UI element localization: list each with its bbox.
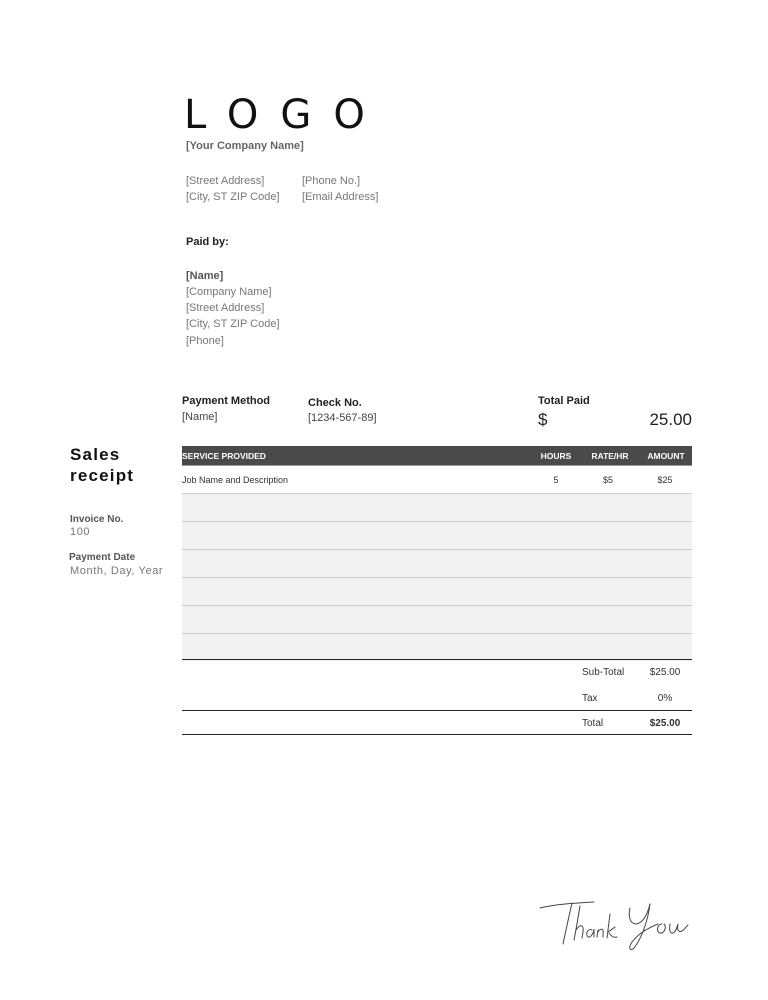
thank-you-signature bbox=[536, 894, 696, 959]
summary-middle-rule bbox=[182, 710, 692, 711]
check-number-value: [1234-567-89] bbox=[308, 412, 377, 424]
tax-label: Tax bbox=[582, 693, 598, 704]
summary-top-rule bbox=[182, 659, 692, 660]
payment-date-value: Month, Day, Year bbox=[70, 565, 164, 577]
header-service: SERVICE PROVIDED bbox=[182, 451, 266, 461]
total-paid-value: 25.00 bbox=[649, 410, 692, 429]
company-name: [Your Company Name] bbox=[186, 140, 304, 152]
total-paid-label: Total Paid bbox=[538, 395, 590, 407]
payment-method-label: Payment Method bbox=[182, 395, 271, 407]
cell-service: Job Name and Description bbox=[182, 475, 289, 485]
invoice-number-value: 100 bbox=[70, 526, 91, 538]
header-hours: HOURS bbox=[540, 451, 572, 461]
company-city: [City, ST ZIP Code] bbox=[186, 191, 280, 203]
header-rate: RATE/HR bbox=[591, 451, 629, 461]
cell-rate: $5 bbox=[602, 475, 613, 485]
payer-company: [Company Name] bbox=[186, 286, 272, 298]
table-row-empty bbox=[182, 578, 692, 606]
document-title-line1: Sales bbox=[70, 445, 121, 464]
tax-value: 0% bbox=[657, 693, 673, 704]
payer-street: [Street Address] bbox=[186, 302, 265, 314]
payer-name: [Name] bbox=[186, 270, 224, 282]
thank-you-script-icon bbox=[536, 894, 696, 954]
payer-phone: [Phone] bbox=[186, 335, 224, 347]
payer-block bbox=[186, 268, 280, 349]
cell-hours: 5 bbox=[553, 475, 559, 485]
header-amount: AMOUNT bbox=[647, 451, 685, 461]
company-email: [Email Address] bbox=[302, 191, 379, 203]
subtotal-value: $25.00 bbox=[649, 667, 681, 678]
document-title bbox=[70, 444, 134, 486]
services-table bbox=[182, 446, 692, 661]
paid-by-label: Paid by: bbox=[186, 236, 229, 248]
summary-bottom-rule bbox=[182, 734, 692, 735]
cell-amount: $25 bbox=[657, 475, 673, 485]
table-header bbox=[182, 446, 692, 465]
table-row-empty bbox=[182, 634, 692, 661]
company-phone: [Phone No.] bbox=[302, 175, 361, 187]
company-street: [Street Address] bbox=[186, 175, 265, 187]
table-row-empty bbox=[182, 550, 692, 578]
company-logo: LOGO bbox=[184, 92, 387, 138]
total-value: $25.00 bbox=[649, 718, 681, 729]
table-row-empty bbox=[182, 494, 692, 522]
document-title-line2: receipt bbox=[70, 466, 135, 485]
company-contact bbox=[302, 173, 378, 205]
subtotal-label: Sub-Total bbox=[582, 667, 625, 678]
payment-date-label: Payment Date bbox=[69, 552, 136, 563]
company-address bbox=[186, 173, 280, 205]
check-number-label: Check No. bbox=[308, 397, 362, 409]
total-label: Total bbox=[582, 718, 604, 729]
invoice-number-label: Invoice No. bbox=[70, 514, 124, 525]
table-row-empty bbox=[182, 606, 692, 634]
payment-method-value: [Name] bbox=[182, 411, 218, 423]
currency-symbol: $ bbox=[538, 410, 548, 429]
table-row-empty bbox=[182, 522, 692, 550]
payer-city: [City, ST ZIP Code] bbox=[186, 318, 280, 330]
table-row bbox=[182, 465, 692, 494]
